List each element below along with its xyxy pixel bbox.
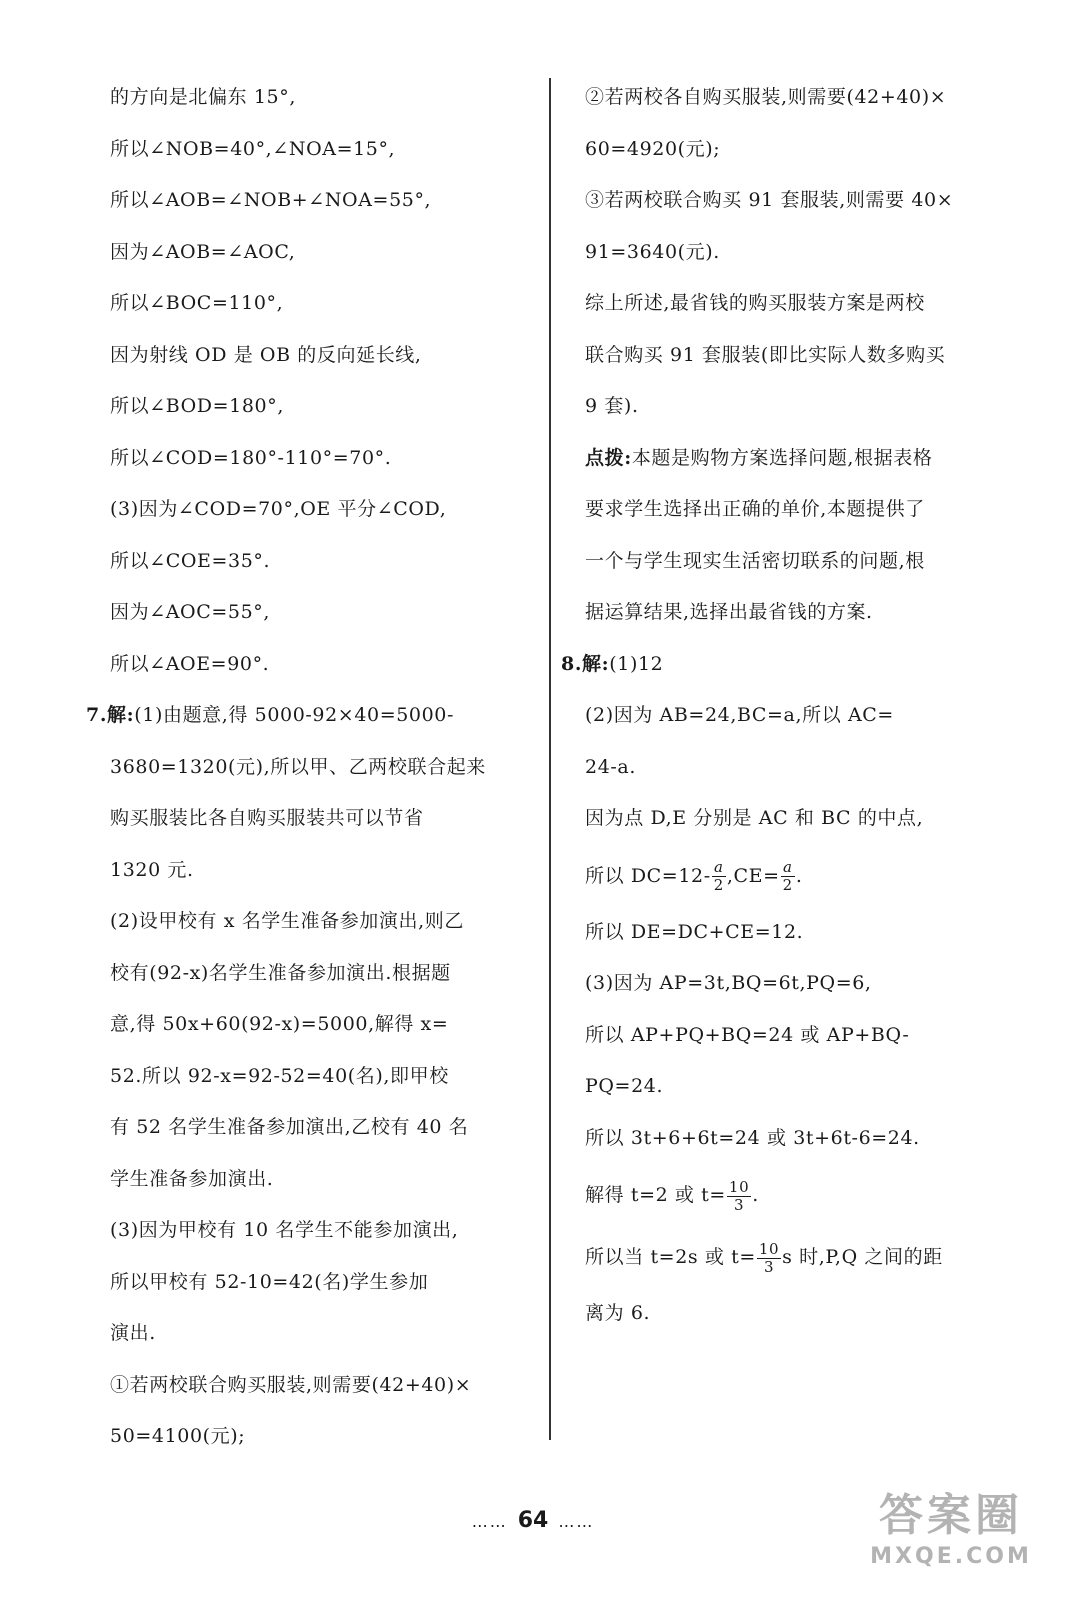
text-line: 24-a. (585, 755, 636, 778)
text-line: 因为点 D,E 分别是 AC 和 BC 的中点, (585, 807, 924, 829)
text-line: 校有(92-x)名学生准备参加演出.根据题 (110, 961, 451, 984)
text-span: 解得 t=2 或 t= (585, 1184, 726, 1206)
fraction (712, 859, 726, 894)
text-line: ③若两校联合购买 91 套服装,则需要 40× (585, 189, 954, 211)
text-line: 离为 6. (585, 1302, 651, 1324)
text-line: 所以甲校有 52-10=42(名)学生参加 (110, 1270, 429, 1293)
text-line: 50=4100(元); (110, 1425, 246, 1447)
fraction (781, 859, 795, 894)
text-line: 所以∠BOD=180°, (110, 395, 284, 417)
question-number: 7. (86, 704, 108, 726)
text-line: 因为射线 OD 是 OB 的反向延长线, (110, 343, 422, 366)
text-line: PQ=24. (585, 1075, 664, 1097)
text-line: (3)因为 AP=3t,BQ=6t,PQ=6, (585, 972, 872, 994)
tip-heading (585, 433, 1025, 485)
text-line: 所以 AP+PQ+BQ=24 或 AP+BQ- (585, 1023, 910, 1046)
denominator: 3 (763, 1257, 775, 1276)
text-line: 所以∠BOC=110°, (110, 292, 284, 314)
watermark-text: 答案圈 (879, 1490, 1023, 1541)
text-line: 联合购买 91 套服装(即比实际人数多购买 (585, 343, 946, 366)
text-line: 所以∠COD=180°-110°=70°. (110, 446, 392, 469)
fraction-line (585, 1226, 1025, 1288)
left-column (86, 72, 540, 1463)
text-line: 要求学生选择出正确的单价,本题提供了 (585, 498, 925, 520)
text-line: 1320 元. (110, 858, 194, 881)
text-line: (3)因为甲校有 10 名学生不能参加演出, (110, 1219, 459, 1241)
denominator: 2 (713, 876, 724, 894)
text-line: 所以 DE=DC+CE=12. (585, 920, 804, 943)
text-line: (2)设甲校有 x 名学生准备参加演出,则乙 (110, 910, 464, 932)
numerator: 10 (728, 1177, 750, 1196)
text-line: 3680=1320(元),所以甲、乙两校联合起来 (110, 755, 486, 778)
footer-dots: …… (471, 1512, 508, 1531)
text-line: (2)因为 AB=24,BC=a,所以 AC= (585, 704, 894, 726)
text-line: 60=4920(元); (585, 137, 721, 160)
text-line: 因为∠AOC=55°, (110, 601, 270, 623)
text-line: ②若两校各自购买服装,则需要(42+40)× (585, 86, 947, 108)
text-span: . (795, 864, 803, 887)
text-span: 本题是购物方案选择问题,根据表格 (631, 446, 933, 469)
text-line: ①若两校联合购买服装,则需要(42+40)× (110, 1373, 472, 1396)
numerator: a (781, 859, 795, 877)
text-span: s 时,P,Q 之间的距 (782, 1246, 943, 1268)
question-7-heading (86, 690, 540, 742)
question-number: 8. (561, 652, 583, 675)
text-span: 所以 DC=12- (585, 864, 711, 887)
text-span: . (752, 1184, 759, 1206)
text-line: 9 套). (585, 395, 639, 417)
numerator: 10 (758, 1239, 780, 1258)
watermark-logo (856, 1488, 1046, 1588)
text-line: 演出. (110, 1322, 156, 1344)
page-number: 64 (517, 1508, 549, 1533)
text-span: ,CE= (726, 864, 780, 887)
text-line: 所以∠NOB=40°,∠NOA=15°, (110, 137, 396, 160)
footer-dots: …… (558, 1512, 595, 1531)
text-line: 一个与学生现实生活密切联系的问题,根 (585, 549, 925, 572)
solution-label: 解: (582, 652, 610, 675)
watermark-url: MXQE.COM (870, 1544, 1032, 1569)
text-line: 据运算结果,选择出最省钱的方案. (585, 601, 873, 623)
text-line: 购买服装比各自购买服装共可以节省 (110, 807, 424, 829)
text-line: 所以∠AOE=90°. (110, 652, 270, 675)
solution-label: 解: (107, 704, 135, 726)
fraction (727, 1179, 751, 1214)
text-span: (1)12 (609, 652, 664, 675)
text-line: 所以∠AOB=∠NOB+∠NOA=55°, (110, 189, 432, 211)
text-line: 的方向是北偏东 15°, (110, 86, 296, 108)
denominator: 2 (782, 876, 793, 894)
text-span: (1)由题意,得 5000-92×40=5000- (134, 704, 454, 726)
text-line: 91=3640(元). (585, 240, 720, 263)
text-line: 因为∠AOB=∠AOC, (110, 240, 296, 263)
text-line: 学生准备参加演出. (110, 1167, 274, 1190)
text-line: 有 52 名学生准备参加演出,乙校有 40 名 (110, 1116, 469, 1138)
tip-label: 点拨: (585, 446, 632, 469)
text-line: 所以∠COE=35°. (110, 549, 271, 572)
text-line: 所以 3t+6+6t=24 或 3t+6t-6=24. (585, 1126, 920, 1149)
fraction-line (585, 1164, 1025, 1226)
text-line: (3)因为∠COD=70°,OE 平分∠COD, (110, 498, 447, 520)
denominator: 3 (733, 1195, 745, 1214)
question-8-heading (561, 639, 1025, 691)
text-line: 意,得 50x+60(92-x)=5000,解得 x= (110, 1013, 449, 1035)
fraction (757, 1241, 781, 1276)
right-column (561, 72, 1025, 1340)
text-span: 所以当 t=2s 或 t= (585, 1246, 756, 1268)
column-divider (549, 78, 551, 1440)
numerator: a (712, 859, 726, 877)
text-line: 52.所以 92-x=92-52=40(名),即甲校 (110, 1064, 449, 1087)
fraction-line (585, 845, 1025, 907)
text-line: 综上所述,最省钱的购买服装方案是两校 (585, 292, 925, 314)
